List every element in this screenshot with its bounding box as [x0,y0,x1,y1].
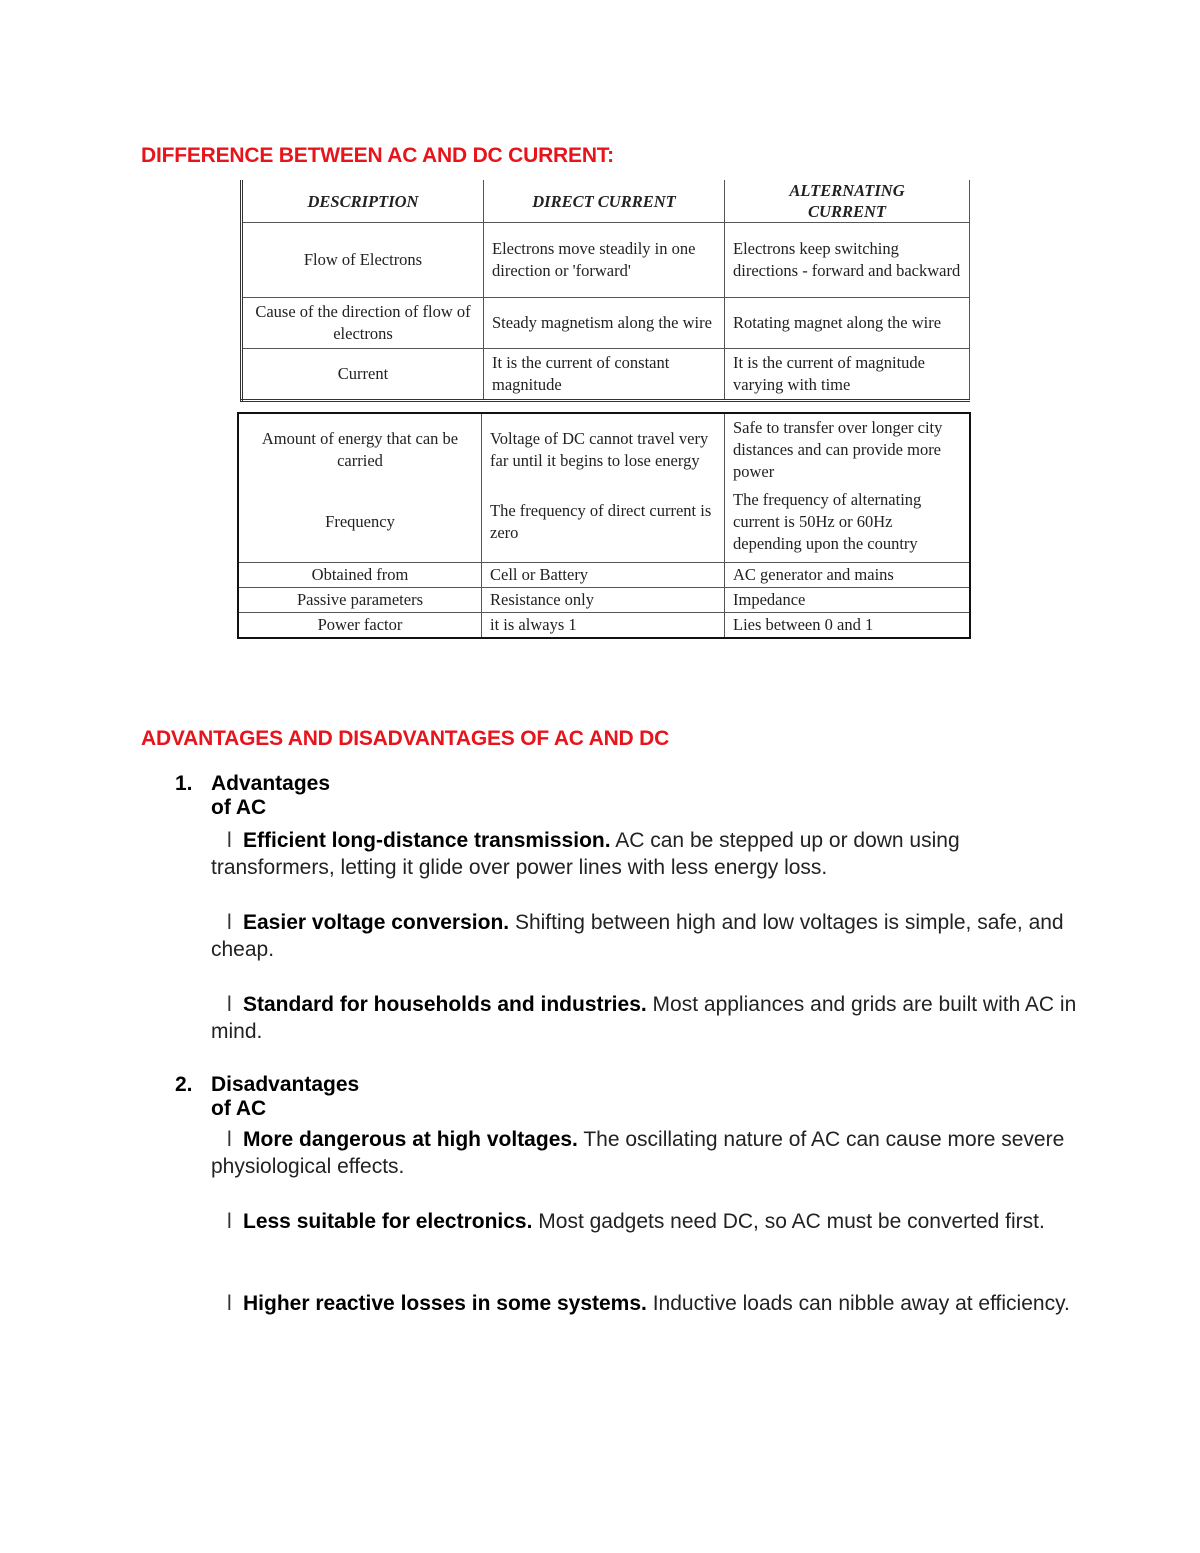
item-lead: Higher reactive losses in some systems. [243,1292,647,1315]
table-cell: Electrons move steadily in one direction or 'forward' [484,223,725,298]
list-item [211,1208,1081,1235]
list-item [211,1126,1081,1180]
item-lead: More dangerous at high voltages. [243,1128,578,1151]
dc-energy-cell: Voltage of DC cannot travel very far until it begins to lose energy [490,429,709,470]
column-header-alternating-current: ALTERNATING CURRENT [725,180,970,223]
list-number: 1. [175,772,193,795]
table-cell: Obtained from [238,563,482,588]
table-cell: Flow of Electrons [242,223,484,298]
list-number: 2. [175,1073,193,1096]
dc-frequency-cell: The frequency of direct current is zero [490,501,712,542]
table-cell: Resistance only [482,588,725,613]
item-text: Most appliances and grids are built with AC in mind. [211,993,1077,1043]
row-label-energy: Amount of energy that can be carried [261,429,459,470]
table-cell: Rotating magnet along the wire [725,298,970,349]
table-cell: Electrons keep switching directions - forward and backward [725,223,970,298]
table-cell: Impedance [725,588,971,613]
row-label-frequency: Frequency [325,512,395,531]
table-row [242,223,970,298]
table-row [242,298,970,349]
item-lead: Standard for households and industries. [243,993,647,1016]
item-lead: Easier voltage conversion. [243,911,510,934]
table-row [238,613,970,639]
column-header-direct-current: DIRECT CURRENT [484,180,725,223]
table-row [242,349,970,401]
table-cell: it is always 1 [482,613,725,639]
table-cell: Cell or Battery [482,563,725,588]
table-cell: Steady magnetism along the wire [484,298,725,349]
advantages-of-ac-title: Advantages of AC [211,772,331,819]
table-cell: It is the current of constant magnitude [484,349,725,401]
column-header-description: DESCRIPTION [242,180,484,223]
table-cell: Cause of the direction of flow of electrons [242,298,484,349]
ac-frequency-cell: The frequency of alternating current is 50Hz or 60Hz depending upon the country [733,490,922,553]
item-text: Inductive loads can nibble away at efficiency. [646,1292,1070,1315]
table-cell: Lies between 0 and 1 [725,613,971,639]
list-item [211,991,1081,1045]
table-cell [725,413,971,563]
comparison-table-1 [240,180,970,402]
table-row [238,563,970,588]
bullet-icon: l [227,993,232,1016]
comparison-table-2 [237,412,971,639]
table-header-row [242,180,970,223]
item-lead: Less suitable for electronics. [243,1210,533,1233]
table-cell: AC generator and mains [725,563,971,588]
table-cell [238,413,482,563]
item-lead: Efficient long-distance transmission. [243,829,611,852]
ac-energy-cell: Safe to transfer over longer city distances and can provide more power [733,418,943,481]
item-text: The oscillating nature of AC can cause more severe physiological effects. [211,1128,1065,1178]
bullet-icon: l [227,911,232,934]
table-cell [482,413,725,563]
bullet-icon: l [227,1210,232,1233]
table-cell: Current [242,349,484,401]
table-cell: It is the current of magnitude varying with time [725,349,970,401]
bullet-icon: l [227,1128,232,1151]
table-cell: Passive parameters [238,588,482,613]
bullet-icon: l [227,1292,232,1315]
item-text: Most gadgets need DC, so AC must be converted first. [532,1210,1045,1233]
item-text: AC can be stepped up or down using transformers, letting it glide over power lines with less energy loss. [211,829,960,879]
section-heading-difference: DIFFERENCE BETWEEN AC AND DC CURRENT: [141,144,614,167]
table-row [238,588,970,613]
section-heading-advantages: ADVANTAGES AND DISADVANTAGES OF AC AND DC [141,727,670,750]
item-text: Shifting between high and low voltages is simple, safe, and cheap. [211,911,1064,961]
table-row [238,413,970,563]
disadvantages-of-ac-title: Disadvantages of AC [211,1073,360,1120]
table-cell: Power factor [238,613,482,639]
list-item [211,909,1081,963]
list-item [211,827,1081,881]
list-item [211,1290,1081,1317]
bullet-icon: l [227,829,232,852]
